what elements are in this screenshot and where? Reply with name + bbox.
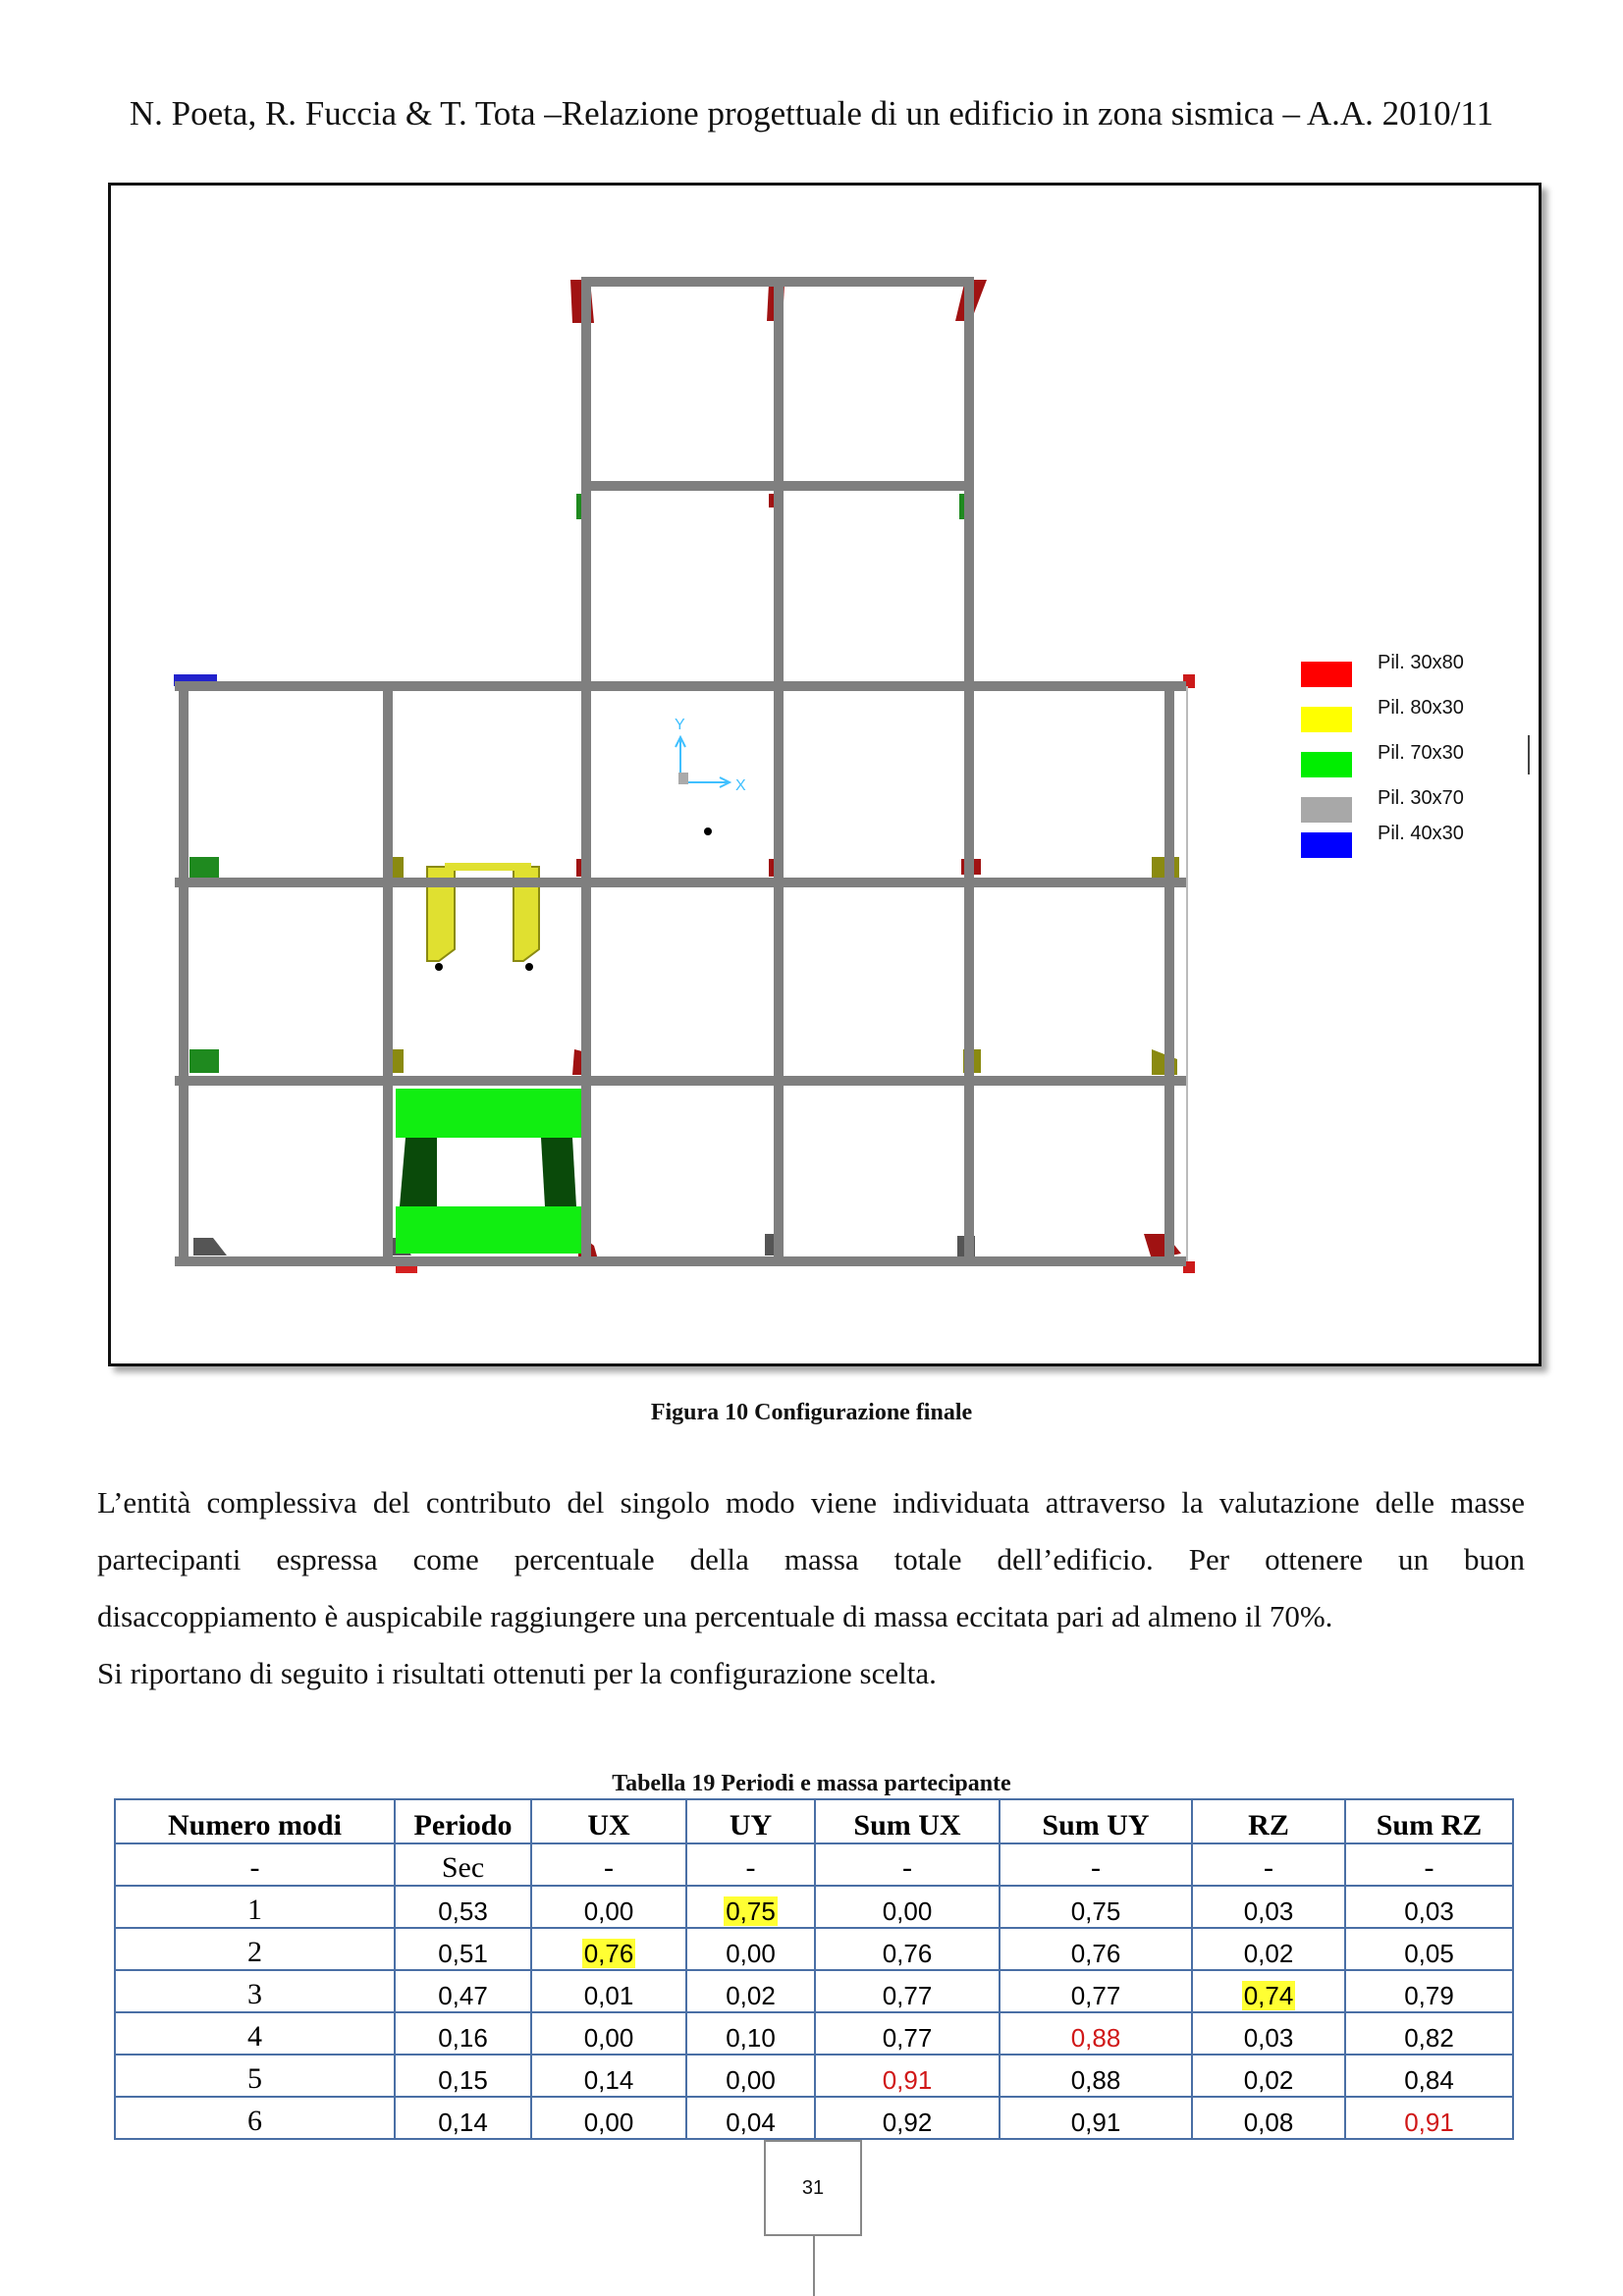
- axes-symbol: [675, 717, 746, 835]
- table-cell: 0,05: [1345, 1928, 1513, 1970]
- table-cell: [1192, 1970, 1345, 2012]
- figure-caption: Figura 10 Configurazione finale: [650, 1400, 973, 1425]
- modal-table: [114, 1798, 1514, 2140]
- axis-x-label: X: [735, 777, 746, 794]
- column-30x80: [1144, 1234, 1181, 1259]
- table-cell: 0,91: [815, 2055, 1000, 2097]
- table-cell: 0,77: [1000, 1970, 1192, 2012]
- table-cell: 0,91: [1345, 2097, 1513, 2139]
- table-cell: 0,16: [395, 2012, 531, 2055]
- legend-item: [1301, 742, 1517, 775]
- legend-swatch: [1301, 752, 1352, 777]
- table-cell: 0,79: [1345, 1970, 1513, 2012]
- table-cell: 0,08: [1192, 2097, 1345, 2139]
- table-cell: 0,04: [686, 2097, 815, 2139]
- figure-frame: [108, 183, 1542, 1366]
- table-header: Sum UX: [815, 1799, 1000, 1843]
- legend-label: Pil. 70x30: [1378, 742, 1464, 764]
- page-number-stem: [813, 2236, 815, 2296]
- legend-swatch: [1301, 832, 1352, 858]
- table-cell: -: [686, 1843, 815, 1886]
- highlighted-value: 0,75: [726, 1896, 776, 1926]
- table-cell: 0,77: [815, 1970, 1000, 2012]
- table-cell: 0,03: [1192, 1886, 1345, 1928]
- column-70x30: [189, 1049, 219, 1073]
- table-cell: 0,03: [1345, 1886, 1513, 1928]
- table-cell: 0,76: [815, 1928, 1000, 1970]
- table-cell: 0,01: [531, 1970, 686, 2012]
- table-cell: 0,00: [815, 1886, 1000, 1928]
- table-header: Numero modi: [115, 1799, 395, 1843]
- table-cell: 0,75: [1000, 1886, 1192, 1928]
- table-cell: 1: [115, 1886, 395, 1928]
- page-number: 31: [801, 2177, 825, 2199]
- column-70x30: [189, 857, 219, 881]
- table-cell: 0,00: [531, 1886, 686, 1928]
- table-cell: 0,03: [1192, 2012, 1345, 2055]
- table-row: [115, 1928, 1513, 1970]
- page-number-box: [764, 2140, 862, 2236]
- table-header: UX: [531, 1799, 686, 1843]
- body-text: [97, 1474, 1525, 1702]
- table-header: Sum UY: [1000, 1799, 1192, 1843]
- table-cell: 0,10: [686, 2012, 815, 2055]
- table-header-row: [115, 1799, 1513, 1843]
- paragraph: Si riportano di seguito i risultati ottenuti per la configurazione scelta.: [97, 1656, 937, 1690]
- table-row: [115, 2012, 1513, 2055]
- table-row: [115, 1886, 1513, 1928]
- column-70x30: [396, 1206, 586, 1254]
- table-cell: 0,53: [395, 1886, 531, 1928]
- axis-y-label: Y: [675, 717, 685, 733]
- legend-item: [1301, 697, 1517, 730]
- column-30x70: [193, 1238, 227, 1255]
- table-row: [115, 2055, 1513, 2097]
- legend-label: Pil. 80x30: [1378, 697, 1464, 719]
- table-cell: 0,00: [531, 2097, 686, 2139]
- table-cell: [531, 1928, 686, 1970]
- table-cell: 5: [115, 2055, 395, 2097]
- table-cell: -: [531, 1843, 686, 1886]
- legend-item: [1301, 823, 1517, 856]
- legend-item: [1301, 652, 1517, 685]
- paragraph-line: L’entità complessiva del contributo del singolo modo viene individuata attraverso la valutazione delle masse: [97, 1485, 1525, 1520]
- table-header: Sum RZ: [1345, 1799, 1513, 1843]
- table-cell: 0,15: [395, 2055, 531, 2097]
- table-cell: 0,14: [395, 2097, 531, 2139]
- table-cell: 0,02: [1192, 1928, 1345, 1970]
- table-cell: 4: [115, 2012, 395, 2055]
- table-cell: 0,14: [531, 2055, 686, 2097]
- table-cell: 0,92: [815, 2097, 1000, 2139]
- table-header: Periodo: [395, 1799, 531, 1843]
- table-cell: 2: [115, 1928, 395, 1970]
- table-cell: 0,88: [1000, 2012, 1192, 2055]
- table-cell: 0,00: [531, 2012, 686, 2055]
- table-cell: 0,02: [1192, 2055, 1345, 2097]
- legend-label: Pil. 30x70: [1378, 787, 1464, 809]
- table-caption: Tabella 19 Periodi e massa partecipante: [612, 1771, 1011, 1796]
- legend-item: [1301, 787, 1517, 821]
- paragraph-line: partecipanti espressa come percentuale della massa totale dell’edificio. Per ottenere un buon: [97, 1542, 1525, 1576]
- table-cell: 0,77: [815, 2012, 1000, 2055]
- table-cell: -: [1000, 1843, 1192, 1886]
- column-70x30: [396, 1089, 586, 1138]
- table-cell: -: [115, 1843, 395, 1886]
- table-cell: 0,02: [686, 1970, 815, 2012]
- table-cell: 0,82: [1345, 2012, 1513, 2055]
- table-cell: -: [1192, 1843, 1345, 1886]
- table-units-row: [115, 1843, 1513, 1886]
- highlighted-value: 0,74: [1243, 1981, 1294, 2010]
- table-cell: 0,47: [395, 1970, 531, 2012]
- table-cell: 3: [115, 1970, 395, 2012]
- table-row: [115, 2097, 1513, 2139]
- table-cell: Sec: [395, 1843, 531, 1886]
- legend-swatch: [1301, 662, 1352, 687]
- legend-label: Pil. 40x30: [1378, 823, 1464, 844]
- highlighted-value: 0,76: [583, 1939, 634, 1968]
- legend-swatch: [1301, 707, 1352, 732]
- table-cell: 0,84: [1345, 2055, 1513, 2097]
- table-cell: 0,91: [1000, 2097, 1192, 2139]
- table-cell: 0,76: [1000, 1928, 1192, 1970]
- running-header: N. Poeta, R. Fuccia & T. Tota –Relazione progettuale di un edificio in zona sismica – A.A. 2010/11: [129, 94, 1494, 133]
- paragraph-line: disaccoppiamento è auspicabile raggiungere una percentuale di massa eccitata pari ad almeno il 70%.: [97, 1599, 1333, 1633]
- table-cell: 0,88: [1000, 2055, 1192, 2097]
- table-cell: [686, 1886, 815, 1928]
- table-cell: 0,51: [395, 1928, 531, 1970]
- table-cell: 0,00: [686, 1928, 815, 1970]
- legend-label: Pil. 30x80: [1378, 652, 1464, 673]
- table-header: RZ: [1192, 1799, 1345, 1843]
- table-cell: -: [1345, 1843, 1513, 1886]
- table-cell: 6: [115, 2097, 395, 2139]
- table-row: [115, 1970, 1513, 2012]
- legend-swatch: [1301, 797, 1352, 823]
- table-cell: -: [815, 1843, 1000, 1886]
- table-header: UY: [686, 1799, 815, 1843]
- table-cell: 0,00: [686, 2055, 815, 2097]
